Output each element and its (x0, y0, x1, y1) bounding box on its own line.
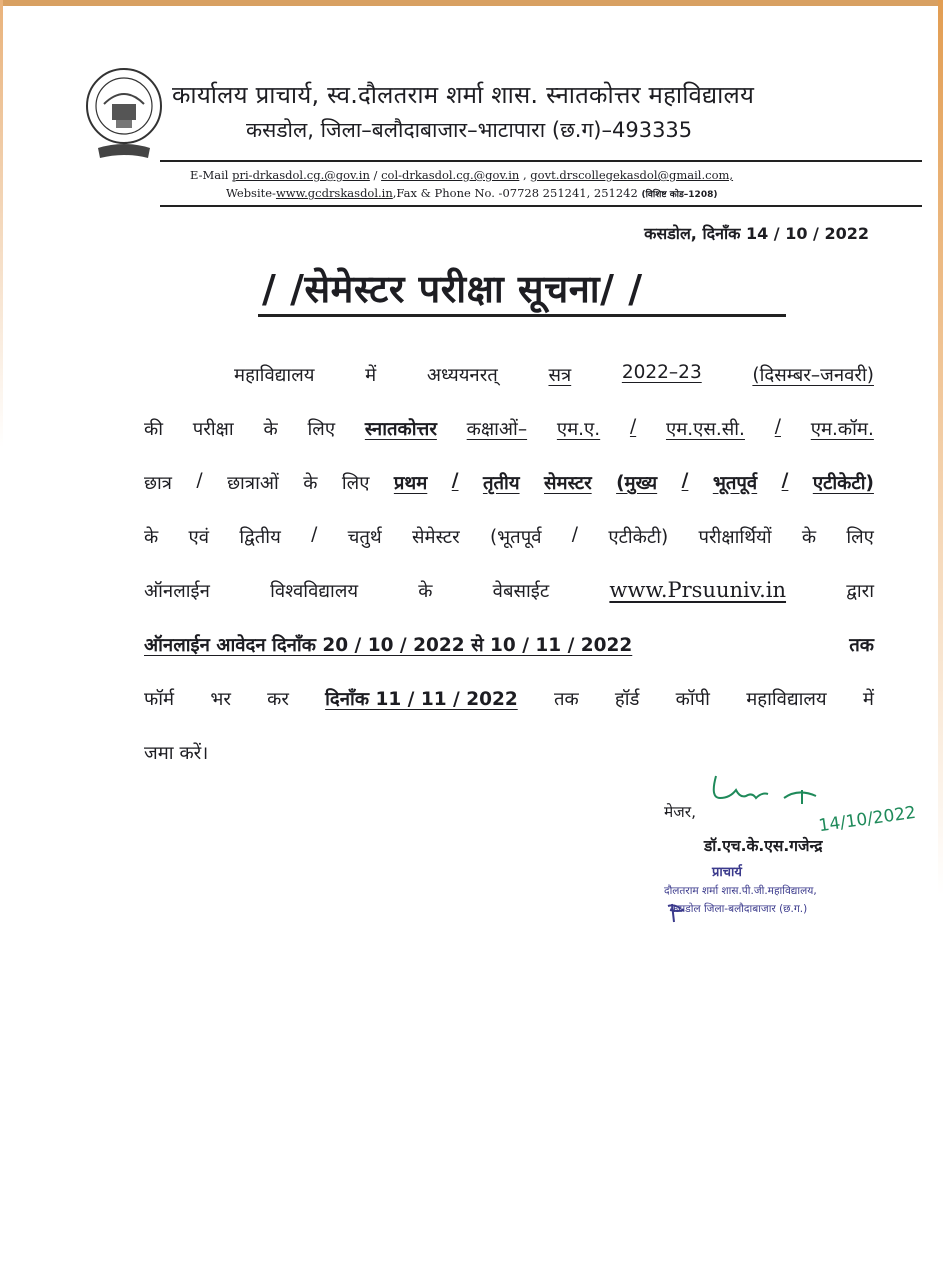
word: कर (267, 689, 289, 710)
word: लिए (307, 419, 336, 440)
letterhead-address: कसडोल, जिला–बलौदाबाजार–भाटापारा (छ.ग)–493335 (246, 118, 693, 142)
special-code: (विशिष्ट कोड–1208) (641, 190, 718, 200)
word: परीक्षा (192, 419, 234, 440)
word: परीक्षार्थियों (698, 527, 772, 548)
email-separator: , (519, 168, 531, 182)
word: सेमस्टर (544, 473, 592, 494)
email-gmail: govt.drscollegekasdol@gmail.com, (530, 168, 734, 182)
semester-first: प्रथम (393, 473, 428, 494)
word: की (144, 419, 163, 440)
notice-date: कसडोल, दिनाँक 14 / 10 / 2022 (644, 224, 869, 243)
word: छात्राओं (227, 473, 279, 494)
word: लिए (341, 473, 370, 494)
slash: / (571, 524, 579, 545)
word: भूतपूर्व (712, 473, 758, 494)
signatory-name: डॉ.एच.के.एस.गजेन्द्र (704, 837, 823, 855)
course-ma: एम.ए. (556, 419, 601, 440)
slash: / (451, 470, 459, 491)
college-website: www.gcdrskasdol.in (275, 186, 393, 200)
word: लिए (846, 527, 874, 548)
title-underline (258, 314, 786, 317)
university-website: www.Prsuuniv.in (609, 578, 787, 602)
notice-title: / /सेमेस्टर परीक्षा सूचना/ / (262, 267, 643, 311)
college-logo-icon (82, 66, 166, 166)
semester-third: तृतीय (482, 473, 520, 494)
body-line-3 (144, 470, 874, 495)
body-line-8: जमा करें। (144, 743, 209, 764)
word: के (263, 419, 278, 440)
hardcopy-deadline: दिनाँक 11 / 11 / 2022 (325, 689, 518, 710)
word: भर (210, 689, 231, 710)
word: हॉर्ड (614, 689, 640, 710)
word: एटीकेटी) (812, 473, 874, 494)
word: विश्वविद्यालय (270, 581, 359, 602)
slash: / (774, 416, 781, 437)
word: ऑनलाईन (144, 581, 210, 602)
body-line-7 (144, 686, 874, 711)
word: एवं (188, 527, 210, 548)
slash: / (311, 524, 318, 545)
word: में (862, 689, 874, 710)
stamp-address: कसडोल जिला-बलौदाबाजार (छ.ग.) (670, 903, 808, 915)
email-principal: pri-drkasdol.cg.@gov.in (232, 168, 370, 182)
word: के (303, 473, 318, 494)
word: के (144, 527, 159, 548)
slash: / (681, 470, 689, 491)
course-level: स्नातकोत्तर (364, 419, 437, 440)
body-line-6 (144, 632, 874, 657)
contact-website-phone (226, 186, 717, 200)
website-label: Website- (226, 186, 276, 200)
slash: / (629, 416, 637, 437)
letterhead-title: कार्यालय प्राचार्य, स्व.दौलतराम शर्मा शास. स्नातकोत्तर महाविद्यालय (172, 81, 755, 109)
word: तक (849, 635, 874, 656)
email-college: col-drkasdol.cg.@gov.in (381, 168, 520, 182)
email-separator: / (369, 168, 382, 182)
page-top-edge (0, 0, 943, 6)
body-line-5 (144, 578, 874, 603)
word: छात्र (144, 473, 172, 494)
word: के (418, 581, 433, 602)
word: अध्ययनरत् (426, 365, 498, 386)
handwritten-signature-icon (706, 768, 928, 842)
word: महाविद्यालय (746, 689, 827, 710)
word: (भूतपूर्व (489, 527, 542, 548)
letterhead-rule-top (160, 160, 922, 162)
slash: / (196, 470, 203, 491)
page-right-edge (938, 0, 943, 1280)
word: (मुख्य (616, 473, 658, 494)
fax-phone: ,Fax & Phone No. -07728 251241, 251242 (392, 186, 638, 200)
word: के (801, 527, 817, 548)
letterhead-rule-bottom (160, 205, 922, 207)
body-line-2 (144, 416, 874, 441)
page-left-edge (0, 0, 3, 1280)
session-label: सत्र (548, 365, 572, 386)
semester-fourth: चतुर्थ (347, 527, 382, 548)
email-label: E-Mail (190, 168, 229, 182)
word: तक (553, 689, 579, 710)
word: कक्षाओं– (466, 419, 528, 440)
slash: / (781, 470, 789, 491)
word: महाविद्यालय (234, 365, 315, 386)
word: कॉपी (675, 689, 710, 710)
word: वेबसाईट (492, 581, 550, 602)
stamp-college: दौलतराम शर्मा शास.पी.जी.महाविद्यालय, (664, 885, 817, 897)
word: में (365, 365, 377, 386)
stamp-role: प्राचार्य (712, 865, 742, 880)
body-line-1 (234, 362, 874, 387)
word: द्वारा (846, 581, 874, 602)
course-mcom: एम.कॉम. (810, 419, 874, 440)
signature-date: 14/10/2022 (817, 802, 918, 837)
session-months: (दिसम्बर–जनवरी) (752, 365, 874, 386)
signatory-rank: मेजर, (664, 803, 697, 821)
course-msc: एम.एस.सी. (665, 419, 745, 440)
word: फॉर्म (144, 689, 175, 710)
body-line-4 (144, 524, 874, 549)
word: एटीकेटी) (608, 527, 669, 548)
word: सेमेस्टर (412, 527, 460, 548)
semester-second: द्वितीय (239, 527, 281, 548)
session-year: 2022–23 (621, 362, 702, 383)
contact-emails (190, 168, 733, 182)
online-application-dates: ऑनलाईन आवेदन दिनाँक 20 / 10 / 2022 से 10 / 11 / 2022 (144, 635, 633, 656)
